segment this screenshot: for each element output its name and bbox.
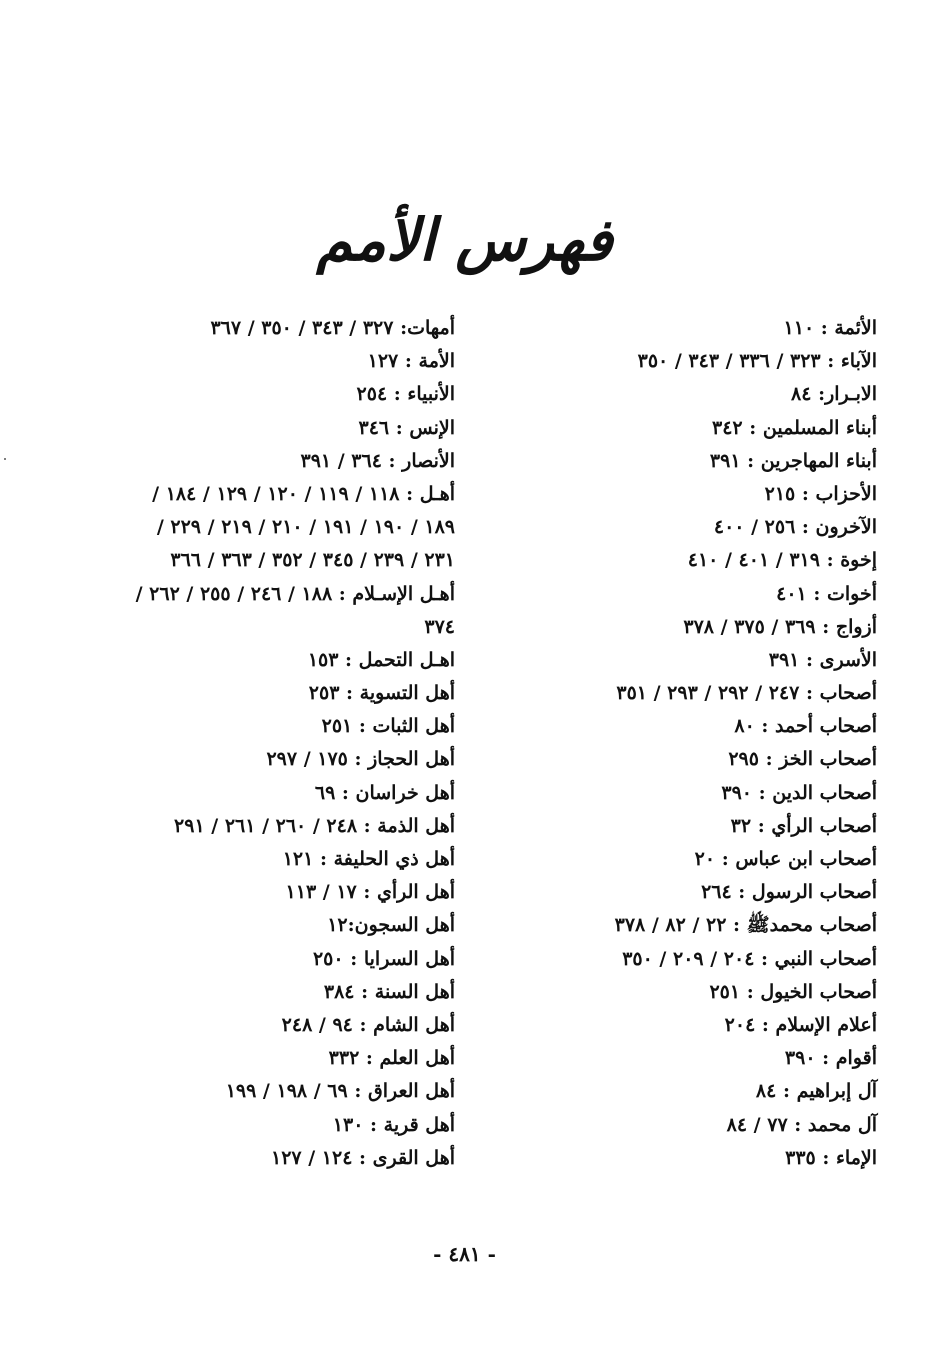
index-entry: أهل السجون:١٢ bbox=[327, 914, 455, 937]
index-entry: الإنس : ٣٤٦ bbox=[358, 416, 455, 439]
index-entry: أمهات: ٣٢٧ / ٣٤٣ / ٣٥٠ / ٣٦٧ bbox=[210, 317, 455, 339]
index-entry: أخوات : ٤٠١ bbox=[776, 582, 877, 605]
page-number: - ٤٨١ - bbox=[433, 1242, 496, 1266]
index-entry: أهل العلم : ٣٣٢ bbox=[328, 1047, 455, 1070]
index-entry: الابـرار: ٨٤ bbox=[791, 383, 877, 406]
index-entry: أهل خراسان : ٦٩ bbox=[314, 781, 455, 804]
index-entry: أهل القرى : ١٢٤ / ١٢٧ bbox=[270, 1146, 455, 1169]
index-entry: أصحاب الخيول : ٢٥١ bbox=[709, 980, 877, 1003]
index-entry: أهل السرايا : ٢٥٠ bbox=[312, 947, 455, 970]
index-entry: ١٨٩ / ١٩٠ / ١٩١ / ٢١٠ / ٢١٩ / ٢٢٩ / bbox=[156, 516, 455, 539]
index-entry: أهل التسوية : ٢٥٣ bbox=[308, 682, 455, 705]
index-entry: اهـل التحمل : ١٥٣ bbox=[307, 648, 455, 671]
index-entry: الأئمة : ١١٠ bbox=[783, 317, 877, 339]
index-entry: أهل الحجاز : ١٧٥ / ٢٩٧ bbox=[266, 748, 455, 771]
index-entry: إخوة : ٣١٩ / ٤٠١ / ٤١٠ bbox=[687, 549, 877, 572]
index-entry: أصحاب ابن عباس : ٢٠ bbox=[694, 848, 877, 870]
index-entry: أقوام : ٣٩٠ bbox=[784, 1047, 877, 1070]
index-entry: أهـل : ١١٨ / ١١٩ / ١٢٠ / ١٢٩ / ١٨٤ / bbox=[152, 482, 455, 505]
index-entry: ٣٧٤ bbox=[424, 615, 455, 638]
page-title: فهرس الأمم bbox=[316, 206, 613, 274]
index-entry: آل محمد : ٧٧ / ٨٤ bbox=[726, 1113, 877, 1136]
index-entry: أهل ذي الحليفة : ١٢١ bbox=[282, 848, 455, 870]
index-entry: الأمة : ١٢٧ bbox=[367, 350, 455, 373]
index-entry: الأحزاب : ٢١٥ bbox=[764, 482, 877, 505]
index-entry: أهل الشام : ٩٤ / ٢٤٨ bbox=[281, 1013, 455, 1036]
index-entry: أصحاب : ٢٤٧ / ٢٩٢ / ٢٩٣ / ٣٥١ bbox=[616, 682, 877, 705]
index-entry: أهل العراق : ٦٩ / ١٩٨ / ١٩٩ bbox=[225, 1080, 455, 1103]
index-entry: أصحاب الخز : ٢٩٥ bbox=[728, 748, 877, 771]
index-entry: الآباء : ٣٢٣ / ٣٣٦ / ٣٤٣ / ٣٥٠ bbox=[637, 350, 877, 373]
index-entry: أصحاب محمدﷺ : ٢٢ / ٨٢ / ٣٧٨ bbox=[614, 914, 877, 937]
index-entry: أبناء المسلمين : ٣٤٢ bbox=[712, 416, 877, 439]
index-entry: الأسرى : ٣٩١ bbox=[768, 648, 877, 671]
index-entry: أصحاب النبي : ٢٠٤ / ٢٠٩ / ٣٥٠ bbox=[622, 947, 877, 970]
index-entry: ٢٣١ / ٢٣٩ / ٣٤٥ / ٣٥٢ / ٣٦٣ / ٣٦٦ bbox=[170, 549, 455, 572]
index-entry: أصحاب أحمد : ٨٠ bbox=[734, 715, 877, 738]
index-entry: الأنبياء : ٢٥٤ bbox=[356, 383, 455, 406]
index-entry: أزواج : ٣٦٩ / ٣٧٥ / ٣٧٨ bbox=[683, 615, 877, 638]
index-entry: أصحاب الدين : ٣٩٠ bbox=[721, 781, 877, 804]
index-entry: أهل الرأي : ١٧ / ١١٣ bbox=[285, 881, 455, 904]
index-entry: الأنصار : ٣٦٤ / ٣٩١ bbox=[300, 449, 455, 472]
index-entry: أهل قرية : ١٣٠ bbox=[332, 1113, 455, 1136]
index-entry: أعلام الإسلام : ٢٠٤ bbox=[724, 1013, 877, 1036]
index-entry: أهل الذمة : ٢٤٨ / ٢٦٠ / ٢٦١ / ٢٩١ bbox=[174, 814, 455, 837]
index-entry: الآخرون : ٢٥٦ / ٤٠٠ bbox=[713, 516, 877, 539]
index-entry: أبناء المهاجرين : ٣٩١ bbox=[709, 449, 877, 472]
index-entry: أصحاب الرأي : ٣٢ bbox=[730, 814, 877, 837]
scan-speck bbox=[4, 458, 6, 460]
index-entry: آل إبراهيم : ٨٤ bbox=[755, 1080, 877, 1103]
index-entry: أهل السنة : ٣٨٤ bbox=[323, 980, 455, 1003]
index-entry: أهـل الإسـلام : ١٨٨ / ٢٤٦ / ٢٥٥ / ٢٦٢ / bbox=[135, 582, 455, 605]
index-column-right bbox=[497, 312, 877, 1175]
index-column-left bbox=[60, 312, 455, 1175]
index-entry: أهل الثبات : ٢٥١ bbox=[321, 715, 455, 738]
index-entry: الإماء : ٣٣٥ bbox=[785, 1146, 877, 1169]
index-entry: أصحاب الرسول : ٢٦٤ bbox=[701, 881, 877, 904]
